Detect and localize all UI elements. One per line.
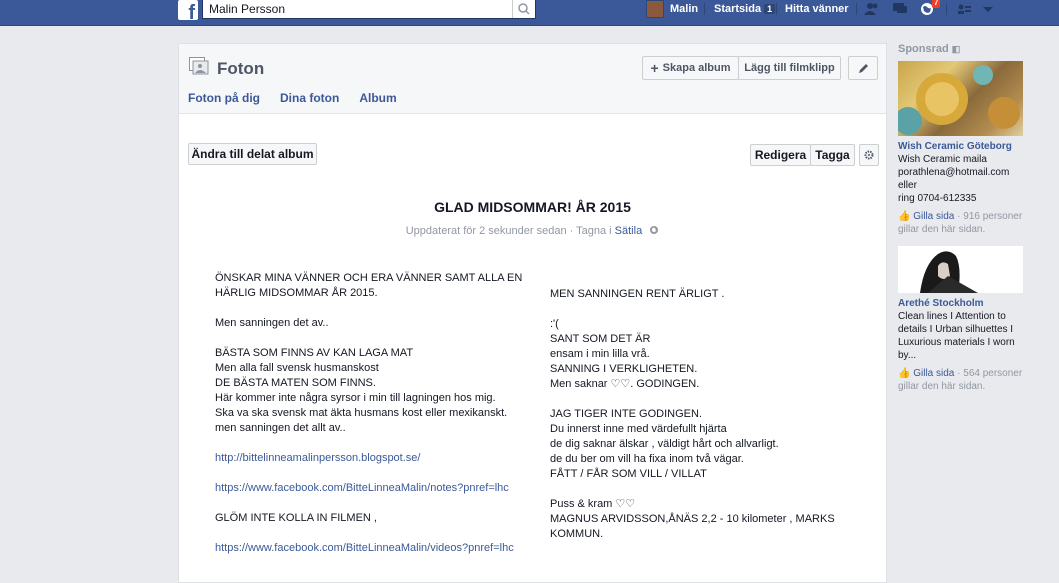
- globe-icon[interactable]: [649, 225, 659, 235]
- description-line: [215, 466, 535, 481]
- description-line: Här kommer inte några syrsor i min till lagningen hos mig.: [215, 392, 496, 404]
- ad-line: Luxurious materials I worn: [898, 337, 1015, 348]
- description-line: SANT SOM DET ÄR: [550, 333, 651, 345]
- description-line: BÄSTA SOM FINNS AV KAN LAGA MAT: [215, 347, 414, 359]
- home-label: Startsida: [714, 3, 762, 15]
- description-line: [550, 302, 870, 317]
- description-line: SANNING I VERKLIGHETEN.: [550, 363, 698, 375]
- description-line: MAGNUS ARVIDSSON,ÅNÄS 2,2 - 10 kilometer , MARKS: [550, 513, 835, 525]
- ad-line: details I Urban silhuettes I: [898, 324, 1014, 335]
- nav-divider: [704, 3, 705, 15]
- description-line: ÖNSKAR MINA VÄNNER OCH ERA VÄNNER SAMT ALLA EN: [215, 272, 523, 284]
- pencil-icon: [858, 63, 869, 74]
- ad-line: porathlena@hotmail.com eller: [898, 167, 1010, 191]
- thumbs-up-icon[interactable]: 👍: [898, 211, 911, 222]
- ceramic-plates-image: [898, 61, 1023, 136]
- description-line: FÅTT / FÅR SOM VILL / VILLAT: [550, 468, 707, 480]
- photos-icon: [189, 57, 209, 75]
- search-icon: [513, 0, 535, 18]
- description-link[interactable]: http://bittelinneamalinpersson.blogspot.se/: [215, 452, 421, 464]
- user-name: Malin: [670, 3, 699, 15]
- nav-divider: [946, 3, 947, 15]
- description-line: [215, 496, 535, 511]
- ad-like-row: [898, 367, 1023, 393]
- description-line: de dig saknar älskar , väldigt hårt och allvarligt.: [550, 438, 779, 450]
- description-line: Men sanningen det av..: [215, 317, 329, 329]
- tab-photos-of-you[interactable]: Foton på dig: [188, 91, 260, 105]
- plus-icon: +: [650, 60, 659, 76]
- description-line: [550, 482, 870, 497]
- description-line: HÄRLIG MIDSOMMAR ÅR 2015.: [215, 287, 378, 299]
- description-line: ensam i min lilla vrå.: [550, 348, 650, 360]
- like-count: · 564 personer gillar den här sidan.: [898, 368, 1023, 392]
- tab-your-photos[interactable]: Dina foton: [279, 91, 340, 105]
- tag-button[interactable]: Tagga: [810, 144, 855, 166]
- avatar: [646, 0, 664, 18]
- description-left-column: [215, 271, 535, 556]
- search-button[interactable]: [512, 0, 535, 18]
- description-line: [215, 436, 535, 451]
- add-video-button[interactable]: Lägg till filmklipp: [738, 56, 841, 80]
- make-shared-album-button[interactable]: Ändra till delat album: [188, 143, 317, 165]
- create-album-button[interactable]: [642, 56, 739, 80]
- description-line: [215, 526, 535, 541]
- album-title: GLAD MIDSOMMAR! ÅR 2015: [434, 199, 631, 215]
- like-count: · 916 personer gillar den här sidan.: [898, 211, 1023, 235]
- gear-icon: [864, 150, 874, 160]
- album-updated: Uppdaterat för 2 sekunder sedan · Tagna i: [405, 225, 612, 237]
- photos-panel: [178, 43, 887, 583]
- home-link[interactable]: [714, 3, 775, 15]
- description-link[interactable]: https://www.facebook.com/BitteLinneaMalin/videos?pnref=lhc: [215, 542, 514, 554]
- description-line: Men saknar ♡♡. GODINGEN.: [550, 378, 700, 390]
- album-location-link[interactable]: Sätila: [614, 225, 643, 237]
- album-meta: [179, 225, 886, 237]
- description-line: Men alla fall svensk husmanskost: [215, 362, 379, 374]
- page-title: Foton: [217, 59, 265, 78]
- description-line: KOMMUN.: [550, 528, 604, 540]
- create-album-label: Skapa album: [662, 62, 731, 74]
- ad-line: Wish Ceramic maila: [898, 154, 987, 165]
- ad-title-arethe[interactable]: Arethé Stockholm: [898, 298, 984, 309]
- ad-line: by...: [898, 350, 917, 361]
- description-line: Puss & kram ♡♡: [550, 498, 636, 510]
- privacy-shortcuts-icon[interactable]: [957, 2, 973, 16]
- ad-title-ceramic[interactable]: Wish Ceramic Göteborg: [898, 141, 1012, 152]
- photos-header: [179, 44, 886, 114]
- top-bar: [0, 0, 1059, 26]
- tab-albums[interactable]: Album: [359, 91, 397, 105]
- profile-link[interactable]: [646, 1, 698, 17]
- description-line: [215, 301, 535, 316]
- nav-divider: [856, 3, 857, 15]
- description-line: Du innerst inne med värdefullt hjärta: [550, 423, 727, 435]
- like-page-link[interactable]: Gilla sida: [913, 368, 955, 379]
- description-line: MEN SANNINGEN RENT ÄRLIGT .: [550, 288, 725, 300]
- description-right-column: [550, 287, 870, 542]
- home-count-badge: 1: [764, 4, 775, 14]
- description-line: DE BÄSTA MATEN SOM FINNS.: [215, 377, 376, 389]
- ad-image-ceramic[interactable]: [898, 61, 1023, 136]
- ad-choices-icon[interactable]: ◧: [951, 44, 961, 54]
- search-box: [202, 0, 536, 19]
- friend-requests-icon[interactable]: [864, 2, 880, 16]
- ad-like-row: [898, 210, 1023, 236]
- photo-tabs: [188, 91, 417, 105]
- search-input[interactable]: [203, 0, 509, 17]
- ad-line: Clean lines I Attention to: [898, 311, 1006, 322]
- nav-divider: [776, 3, 777, 15]
- settings-button[interactable]: [859, 144, 879, 166]
- description-line: :'(: [550, 318, 559, 330]
- description-line: men sanningen det allt av..: [215, 422, 346, 434]
- description-line: Ska va ska svensk mat äkta husmans kost eller mexikanskt.: [215, 407, 508, 419]
- description-line: de du ber om vill ha fixa inom två vägar.: [550, 453, 744, 465]
- description-link[interactable]: https://www.facebook.com/BitteLinneaMalin/notes?pnref=lhc: [215, 482, 509, 494]
- fashion-model-image: [898, 246, 1023, 293]
- sponsored-label: Sponsrad: [898, 43, 949, 55]
- description-line: JAG TIGER INTE GODINGEN.: [550, 408, 702, 420]
- chevron-down-icon[interactable]: [980, 2, 996, 16]
- edit-album-button[interactable]: Redigera: [750, 144, 811, 166]
- thumbs-up-icon[interactable]: 👍: [898, 368, 911, 379]
- find-friends-link[interactable]: Hitta vänner: [785, 3, 849, 15]
- ad-line: ring 0704-612335: [898, 193, 977, 204]
- messages-icon[interactable]: [892, 2, 908, 16]
- facebook-logo-icon[interactable]: f: [178, 0, 198, 20]
- description-line: GLÖM INTE KOLLA IN FILMEN ,: [215, 512, 377, 524]
- description-line: [550, 392, 870, 407]
- notifications-badge: 7: [934, 0, 939, 7]
- like-page-link[interactable]: Gilla sida: [913, 211, 955, 222]
- sponsored-sidebar: [898, 43, 1023, 393]
- edit-button[interactable]: [848, 56, 878, 80]
- ad-image-arethe[interactable]: [898, 246, 1023, 293]
- description-line: [215, 331, 535, 346]
- sponsored-heading: [898, 43, 1023, 61]
